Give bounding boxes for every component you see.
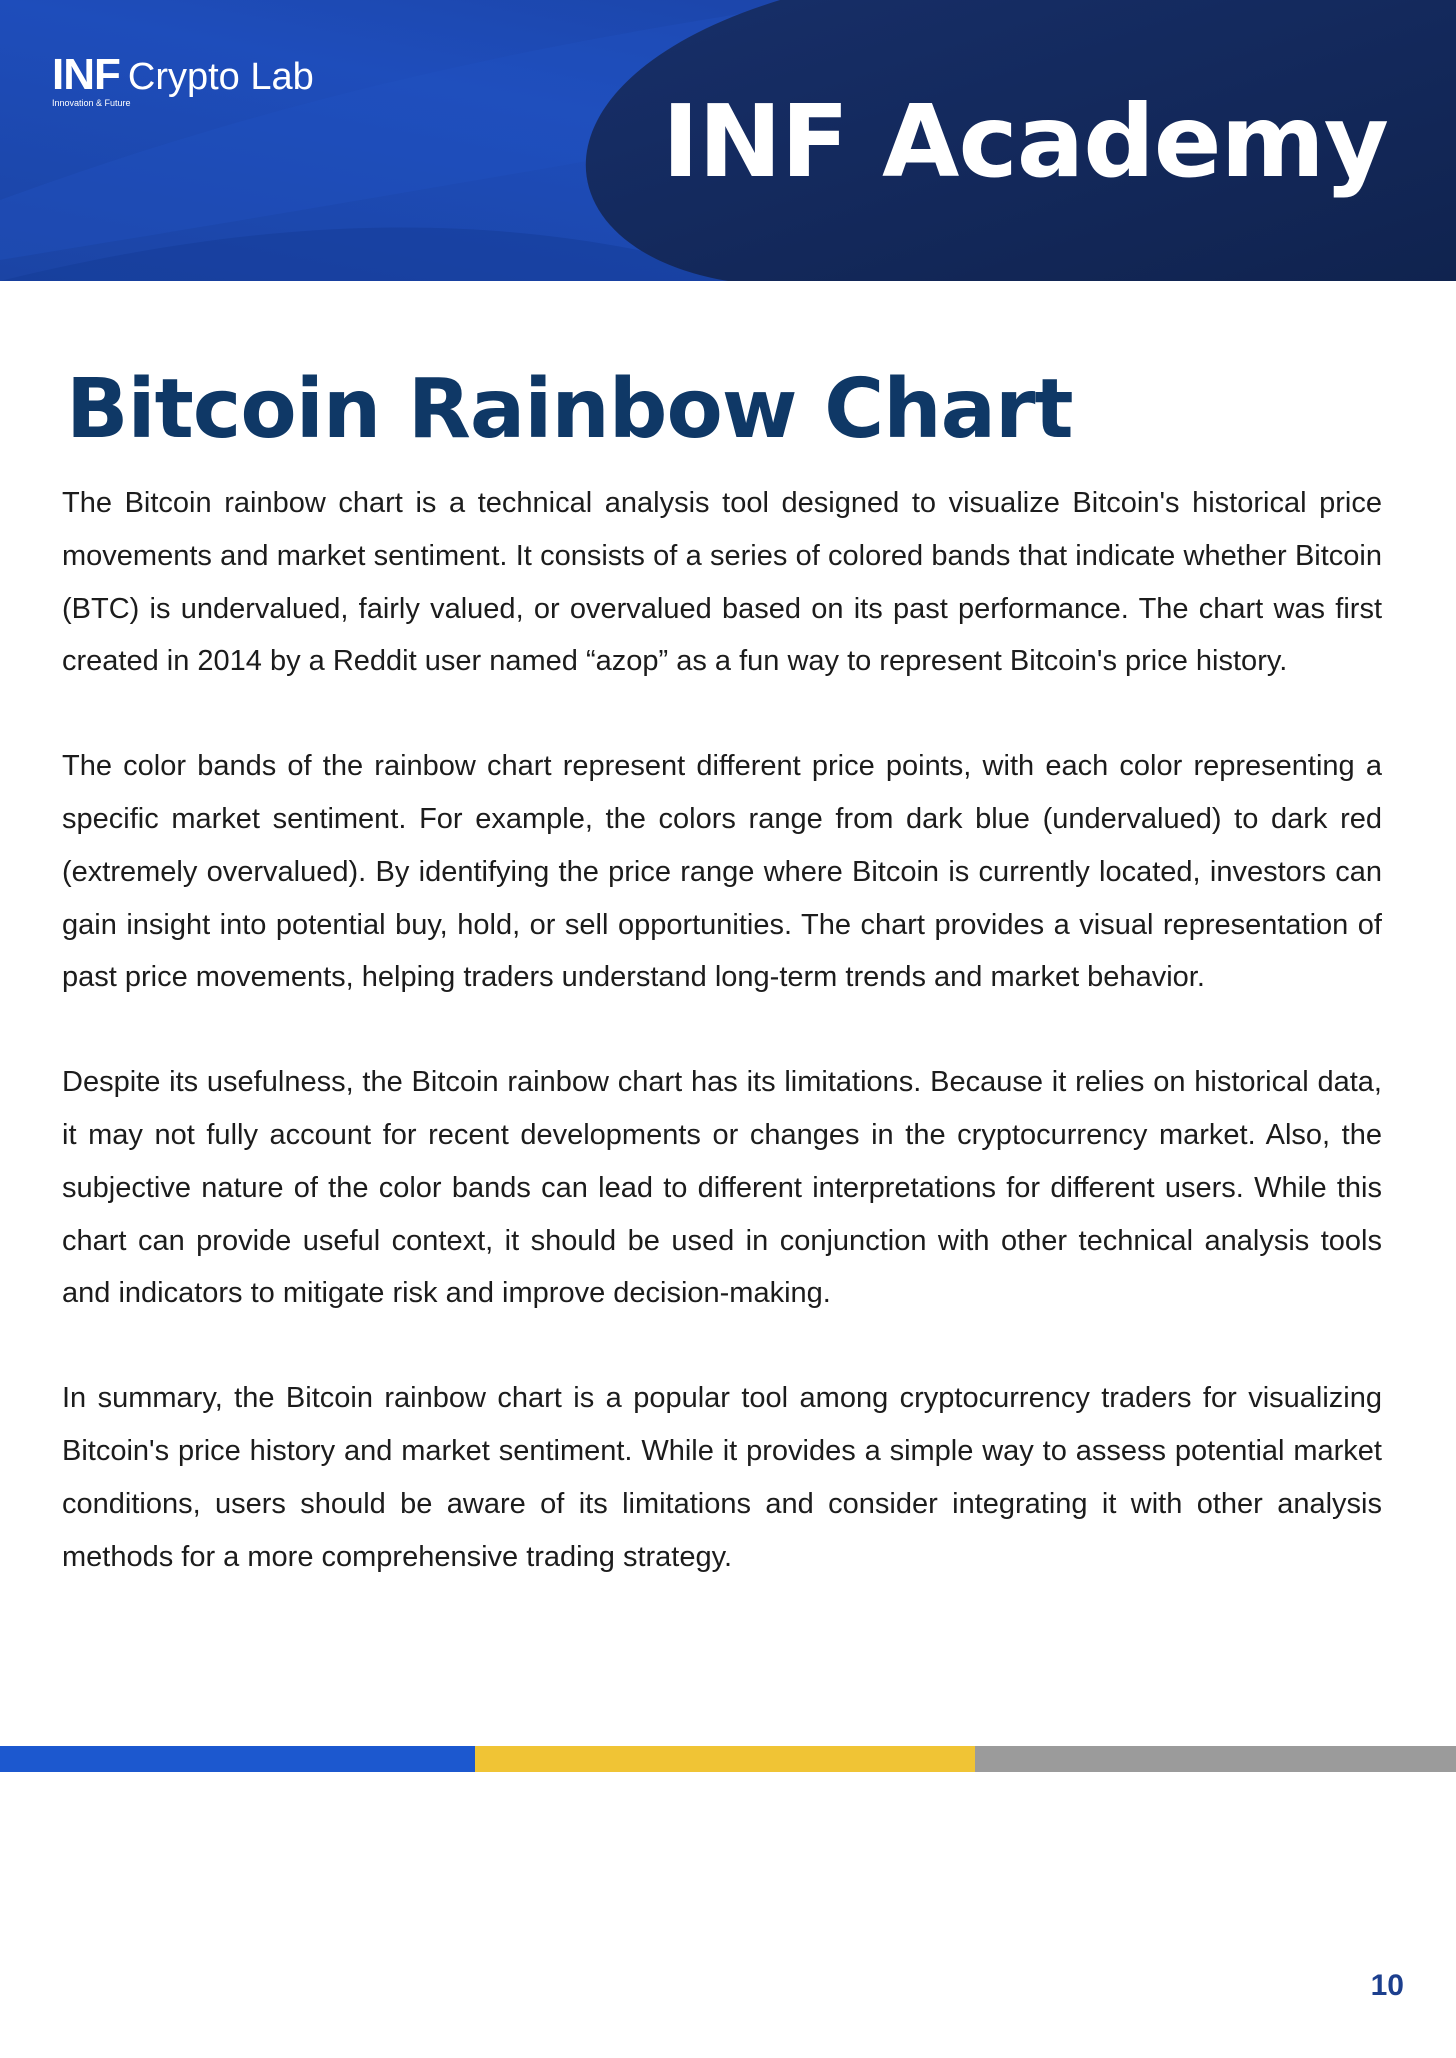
article-body xyxy=(62,477,1382,1635)
page-number: 10 xyxy=(1370,1969,1404,2002)
paragraph: Despite its usefulness, the Bitcoin rainbow chart has its limitations. Because it relies on historical data, it may not fully account for recent developments or changes in the cryptocurrency market. Also, the subjective nature of the color bands can lead to different interpretations for different users. While this chart can provide useful context, it should be used in conjunction with other technical analysis tools and indicators to mitigate risk and improve decision-making. xyxy=(62,1066,1382,1310)
tricolor-divider xyxy=(0,1746,1456,1772)
paragraph: The Bitcoin rainbow chart is a technical analysis tool designed to visualize Bitcoin's historical price movements and market sentiment. It consists of a series of colored bands that indicate whether Bitcoin (BTC) is undervalued, fairly valued, or overvalued based on its past performance. The chart was first created in 2014 by a Reddit user named “azop” as a fun way to represent Bitcoin's price history. xyxy=(62,487,1382,678)
logo-mark: INF xyxy=(52,50,120,99)
paragraph: The color bands of the rainbow chart represent different price points, with each color representing a specific market sentiment. For example, the colors range from dark blue (undervalued) to dark red (extremely overvalued). By identifying the price range where Bitcoin is currently located, investors can gain insight into potential buy, hold, or sell opportunities. The chart provides a visual representation of past price movements, helping traders understand long-term trends and market behavior. xyxy=(62,750,1382,994)
logo-tagline: Innovation & Future xyxy=(52,98,131,108)
paragraph: In summary, the Bitcoin rainbow chart is a popular tool among cryptocurrency traders for visualizing Bitcoin's price history and market sentiment. While it provides a simple way to assess potential market conditions, users should be aware of its limitations and consider integrating it with other analysis methods for a more comprehensive trading strategy. xyxy=(62,1382,1382,1573)
header-title: INF Academy xyxy=(662,83,1388,200)
page-header xyxy=(0,0,1456,281)
divider-segment-gray xyxy=(975,1746,1456,1772)
logo-name: Crypto Lab xyxy=(127,56,314,98)
divider-segment-blue xyxy=(0,1746,475,1772)
page-title: Bitcoin Rainbow Chart xyxy=(66,362,1073,457)
brand-logo xyxy=(52,52,314,108)
divider-segment-yellow xyxy=(475,1746,975,1772)
